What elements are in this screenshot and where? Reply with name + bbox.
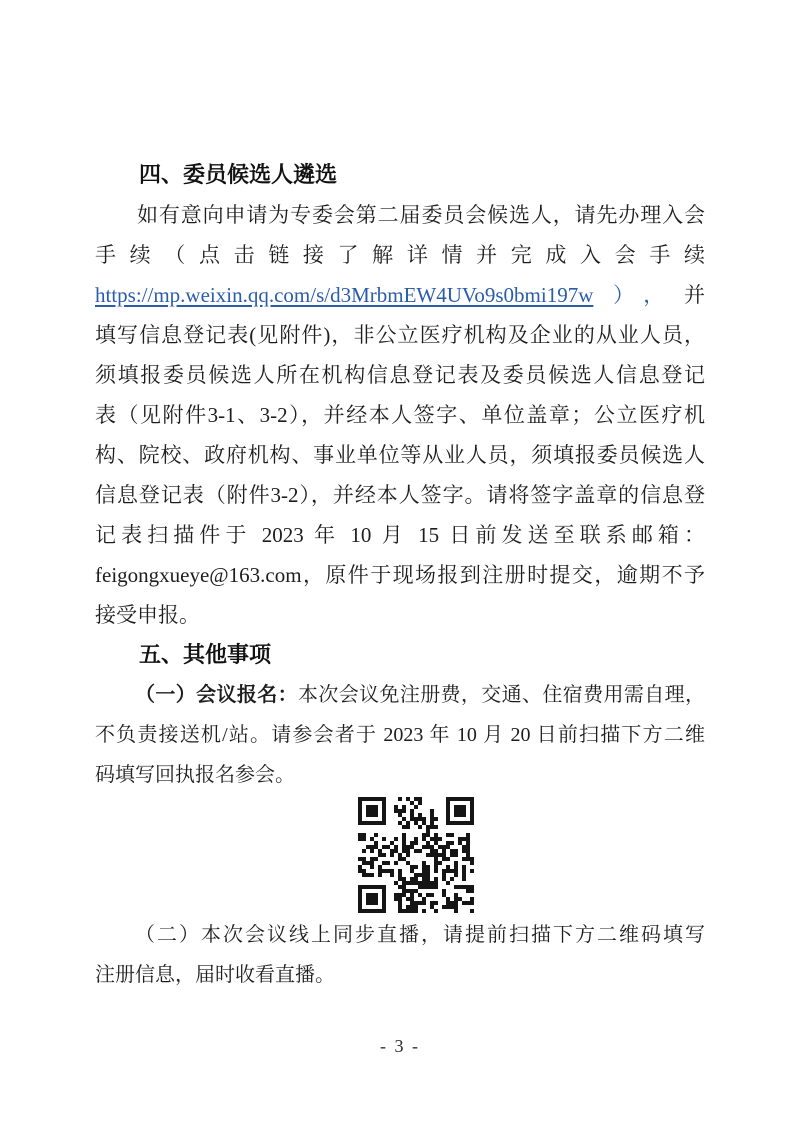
text-line: [95, 275, 705, 315]
text-line: [95, 755, 705, 795]
text-line: [95, 475, 705, 515]
section-text-block-top: [95, 155, 705, 795]
text-run: 表（见附件3-1、3-2），并经本人签字、单位盖章；公立医疗机: [95, 403, 705, 427]
qr-code: [95, 795, 705, 915]
text-line: [95, 435, 705, 475]
text-run: feigongxueye@163.com，原件于现场报到注册时提交，逾期不予: [95, 563, 705, 587]
text-line: [95, 235, 705, 275]
text-run: 并: [684, 283, 705, 307]
text-run: 须填报委员候选人所在机构信息登记表及委员候选人信息登记: [95, 363, 705, 387]
text-run: 本次会议免注册费，交通、住宿费用需自理，: [297, 684, 705, 706]
text-line: [95, 395, 705, 435]
section-heading-4: [95, 155, 705, 195]
text-run: 五、其他事项: [139, 642, 272, 667]
weixin-article-link[interactable]: https://mp.weixin.qq.com/s/d3MrbmEW4UVo9s0bmi197w: [95, 283, 594, 307]
item-label: （一）会议报名：: [135, 684, 298, 706]
text-run: 四、委员候选人遴选: [139, 162, 338, 187]
text-run: 不负责接送机/站。请参会者于 2023 年 10 月 20 日前扫描下方二维: [95, 724, 705, 746]
text-run: 手续（点击链接了解详情并完成入会手续: [95, 243, 705, 267]
text-line: [95, 715, 705, 755]
text-run: 构、院校、政府机构、事业单位等从业人员，须填报委员候选人: [95, 443, 705, 467]
text-line: [95, 675, 705, 715]
text-line: [95, 315, 705, 355]
text-run: 填写信息登记表(见附件)，非公立医疗机构及企业的从业人员，: [95, 323, 705, 347]
page-number: - 3 -: [380, 1036, 420, 1056]
text-run: 如有意向申请为专委会第二届委员会候选人，请先办理入会: [137, 203, 705, 227]
text-line: [95, 555, 705, 595]
text-line: [95, 915, 705, 955]
text-run: 接受申报。: [95, 603, 200, 627]
section-text-block-bottom: [95, 915, 705, 995]
text-line: [95, 515, 705, 555]
text-run: 记表扫描件于 2023 年 10 月 15 日前发送至联系邮箱：: [95, 523, 705, 547]
section-heading-5: [95, 635, 705, 675]
text-run: 信息登记表（附件3-2），并经本人签字。请将签字盖章的信息登: [95, 483, 705, 507]
text-run: 码填写回执报名参会。: [95, 764, 295, 786]
text-run: ），: [593, 283, 684, 307]
text-line: [95, 355, 705, 395]
qr-code-image: [358, 797, 474, 913]
text-run: （二）本次会议线上同步直播，请提前扫描下方二维码填写: [135, 924, 705, 946]
text-line: [95, 195, 705, 235]
text-line: [95, 955, 705, 995]
text-run: 注册信息，届时收看直播。: [95, 964, 335, 986]
text-line: [95, 595, 705, 635]
